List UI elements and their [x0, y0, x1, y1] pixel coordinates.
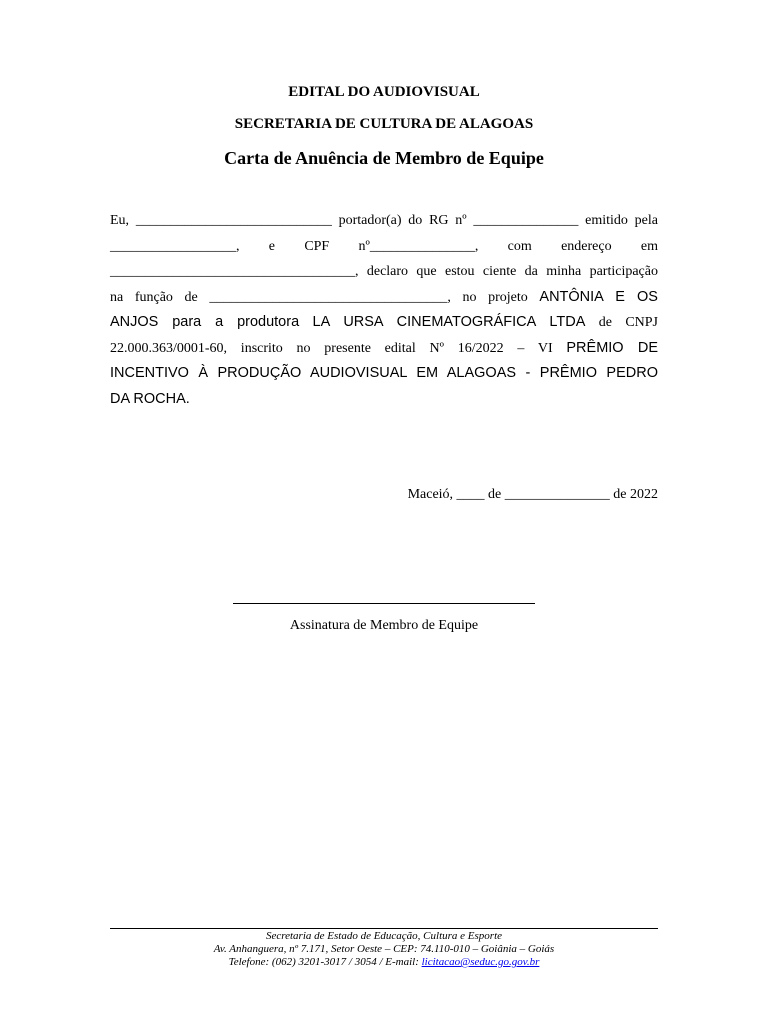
- footer-divider: [110, 928, 658, 929]
- body-line-5: [110, 310, 658, 336]
- body-line-7: INCENTIVO À PRODUÇÃO AUDIOVISUAL EM ALAGOAS - PRÊMIO PEDRO: [110, 365, 658, 381]
- place-date: Maceió, ____ de _______________ de 2022: [407, 487, 658, 502]
- body-line-6-text: 22.000.363/0001-60, inscrito no presente edital Nº 16/2022 – VI: [110, 340, 553, 356]
- footer-line-2: Av. Anhanguera, nº 7.171, Setor Oeste – CEP: 74.110-010 – Goiânia – Goiás: [213, 943, 555, 955]
- body-line-5-text: ANJOS para a produtora: [110, 314, 300, 330]
- footer-contact: Telefone: (062) 3201-3017 / 3054 / E-mail:: [228, 956, 422, 968]
- footer-email-link[interactable]: licitacao@seduc.go.gov.br: [421, 956, 540, 968]
- document-title: Carta de Anuência de Membro de Equipe: [224, 148, 544, 168]
- footer-line-1: Secretaria de Estado de Educação, Cultura e Esporte: [265, 930, 503, 942]
- body-line-4: [110, 285, 658, 311]
- body-line-4-text: na função de __________________________________, no projeto: [110, 289, 528, 305]
- body-line-6: [110, 336, 658, 362]
- cnpj-label: de CNPJ: [598, 315, 658, 330]
- body-line-3: ___________________________________, declaro que estou ciente da minha participação: [110, 264, 658, 279]
- body-line-8: DA ROCHA.: [110, 390, 190, 407]
- signature-line: [233, 603, 535, 604]
- body-line-1: Eu, ____________________________ portador(a) do RG nº _______________ emitido pela: [110, 213, 658, 228]
- signature-label: Assinatura de Membro de Equipe: [289, 618, 479, 633]
- letter-body: [110, 208, 658, 412]
- project-name-part1: ANTÔNIA E OS: [539, 288, 658, 305]
- secretaria-heading: SECRETARIA DE CULTURA DE ALAGOAS: [234, 116, 534, 132]
- company-name: LA URSA CINEMATOGRÁFICA LTDA: [312, 314, 586, 330]
- premio-start: PRÊMIO DE: [566, 339, 658, 356]
- body-line-2: __________________, e CPF nº_______________, com endereço em: [110, 238, 658, 254]
- edital-heading: EDITAL DO AUDIOVISUAL: [288, 84, 480, 100]
- footer-line-3: [0, 956, 768, 969]
